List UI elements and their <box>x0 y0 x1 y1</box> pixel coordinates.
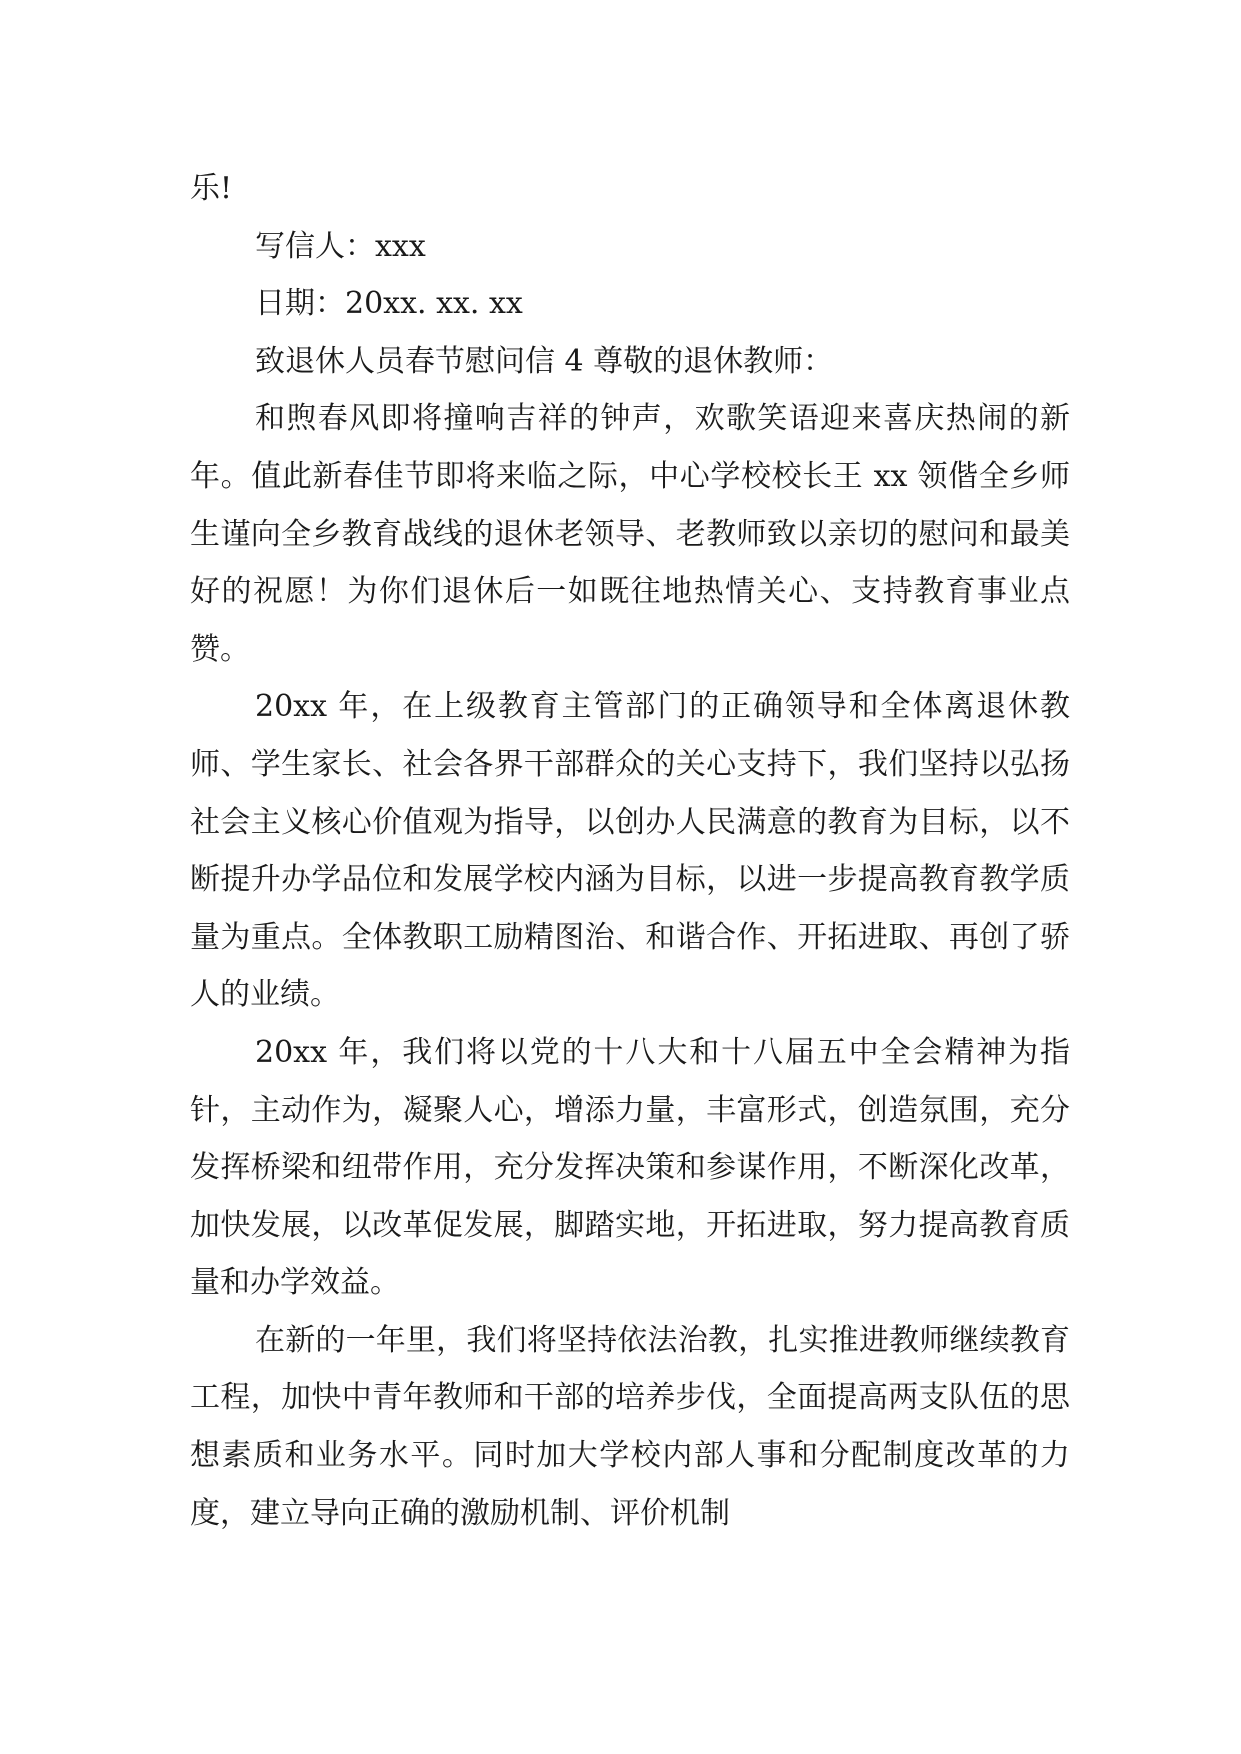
letter-title-salutation: 致退休人员春节慰问信 4 尊敬的退休教师： <box>255 343 834 379</box>
date-line: 日期：20xx. xx. xx <box>255 286 523 322</box>
paragraph-plan: 20xx 年，我们将以党的十八大和十八届五中全会精神为指针，主动作为，凝聚人心，增添力量，丰富形式，创造氛围，充分发挥桥梁和纽带作用，充分发挥决策和参谋作用，不断深化改革，加快发展，以改革促发展，脚踏实地，开拓进取，努力提高教育质量和办学效益。 <box>190 1034 1070 1301</box>
paragraph-greeting: 和煦春风即将撞响吉祥的钟声，欢歌笑语迎来喜庆热闹的新年。值此新春佳节即将来临之际，中心学校校长王 xx 领偕全乡师生谨向全乡教育战线的退休老领导、老教师致以亲切的慰问和最美好的祝愿！为你们退休后一如既往地热情关心、支持教育事业点赞。 <box>190 401 1070 667</box>
paragraph-review: 20xx 年，在上级教育主管部门的正确领导和全体离退休教师、学生家长、社会各界干部群众的关心支持下，我们坚持以弘扬社会主义核心价值观为指导，以创办人民满意的教育为目标，以不断提升办学品位和发展学校内涵为目标，以进一步提高教育教学质量为重点。全体教职工励精图治、和谐合作、开拓进取、再创了骄人的业绩。 <box>190 689 1070 1013</box>
writer-line: 写信人：xxx <box>255 228 426 264</box>
letter-body <box>190 160 1070 1542</box>
paragraph-new-year: 在新的一年里，我们将坚持依法治教，扎实推进教师继续教育工程，加快中青年教师和干部的培养步伐，全面提高两支队伍的思想素质和业务水平。同时加大学校内部人事和分配制度改革的力度，建立导向正确的激励机制、评价机制 <box>190 1322 1070 1531</box>
closing-fragment: 乐! <box>190 171 233 206</box>
